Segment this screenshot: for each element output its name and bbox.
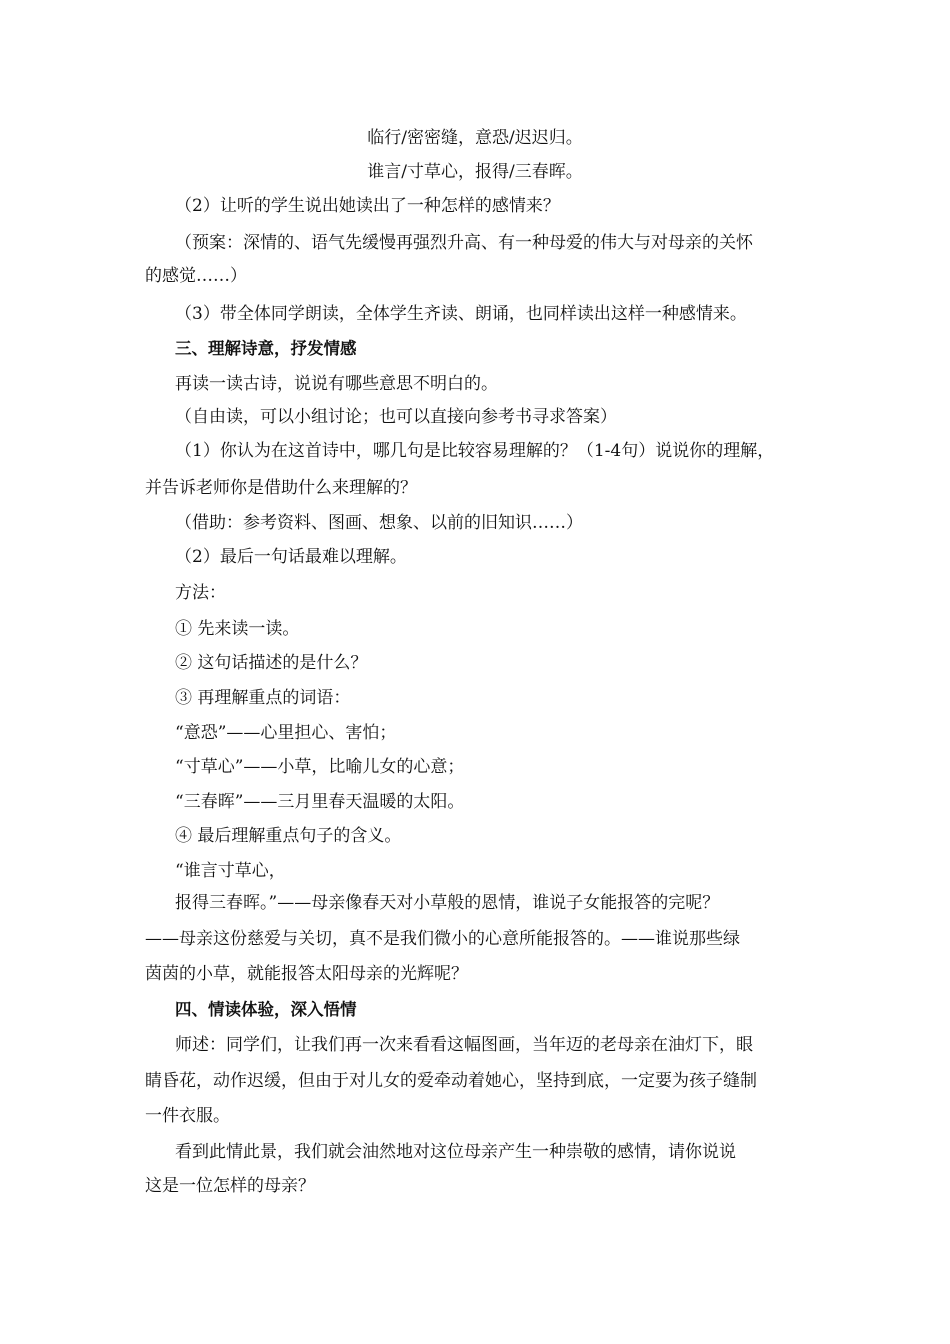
list-item: ③ 再理解重点的词语：	[175, 688, 351, 708]
paragraph: （自由读，可以小组讨论；也可以直接向参考书寻求答案）	[175, 407, 617, 427]
definition-line: “意恐”——心里担心、害怕；	[175, 723, 397, 743]
paragraph: 茵茵的小草，就能报答太阳母亲的光辉呢？	[145, 964, 468, 984]
paragraph: （2）让听的学生说出她读出了一种怎样的感情来？	[175, 196, 560, 216]
quote-line: “谁言寸草心，	[175, 861, 286, 881]
poem-line: 谁言/寸草心，报得/三春晖。	[367, 162, 583, 182]
list-item: ① 先来读一读。	[175, 619, 300, 639]
paragraph: ——母亲这份慈爱与关切，真不是我们微小的心意所能报答的。——谁说那些绿	[145, 929, 740, 949]
paragraph: 看到此情此景，我们就会油然地对这位母亲产生一种崇敬的感情，请你说说	[175, 1142, 736, 1162]
paragraph: 这是一位怎样的母亲？	[145, 1176, 315, 1196]
paragraph: （3）带全体同学朗读，全体学生齐读、朗诵，也同样读出这样一种感情来。	[175, 304, 747, 324]
paragraph: （预案：深情的、语气先缓慢再强烈升高、有一种母爱的伟大与对母亲的关怀	[175, 233, 753, 253]
paragraph: 师述：同学们，让我们再一次来看看这幅图画，当年迈的老母亲在油灯下，眼	[175, 1035, 753, 1055]
paragraph: 再读一读古诗，说说有哪些意思不明白的。	[175, 374, 498, 394]
section-heading: 四、情读体验，深入悟情	[175, 1000, 357, 1019]
paragraph: （1）你认为在这首诗中，哪几句是比较容易理解的？（1-4句）说说你的理解，	[175, 441, 775, 461]
paragraph: 睛昏花，动作迟缓，但由于对儿女的爱牵动着她心，坚持到底，一定要为孩子缝制	[145, 1071, 757, 1091]
list-item: ② 这句话描述的是什么？	[175, 653, 368, 673]
paragraph: 并告诉老师你是借助什么来理解的？	[145, 478, 417, 498]
paragraph: （2）最后一句话最难以理解。	[175, 547, 407, 567]
definition-line: “寸草心”——小草，比喻儿女的心意；	[175, 757, 465, 777]
poem-line: 临行/密密缝，意恐/迟迟归。	[367, 128, 583, 148]
paragraph: （借助：参考资料、图画、想象、以前的旧知识……）	[175, 513, 583, 533]
definition-line: “三春晖”——三月里春天温暖的太阳。	[175, 792, 465, 812]
list-item: ④ 最后理解重点句子的含义。	[175, 826, 402, 846]
paragraph: 的感觉……）	[145, 266, 247, 286]
paragraph: 报得三春晖。”——母亲像春天对小草般的恩情，谁说子女能报答的完呢？	[175, 893, 720, 913]
section-heading: 三、理解诗意，抒发情感	[175, 339, 357, 358]
paragraph: 一件衣服。	[145, 1106, 230, 1126]
paragraph: 方法：	[175, 583, 226, 603]
